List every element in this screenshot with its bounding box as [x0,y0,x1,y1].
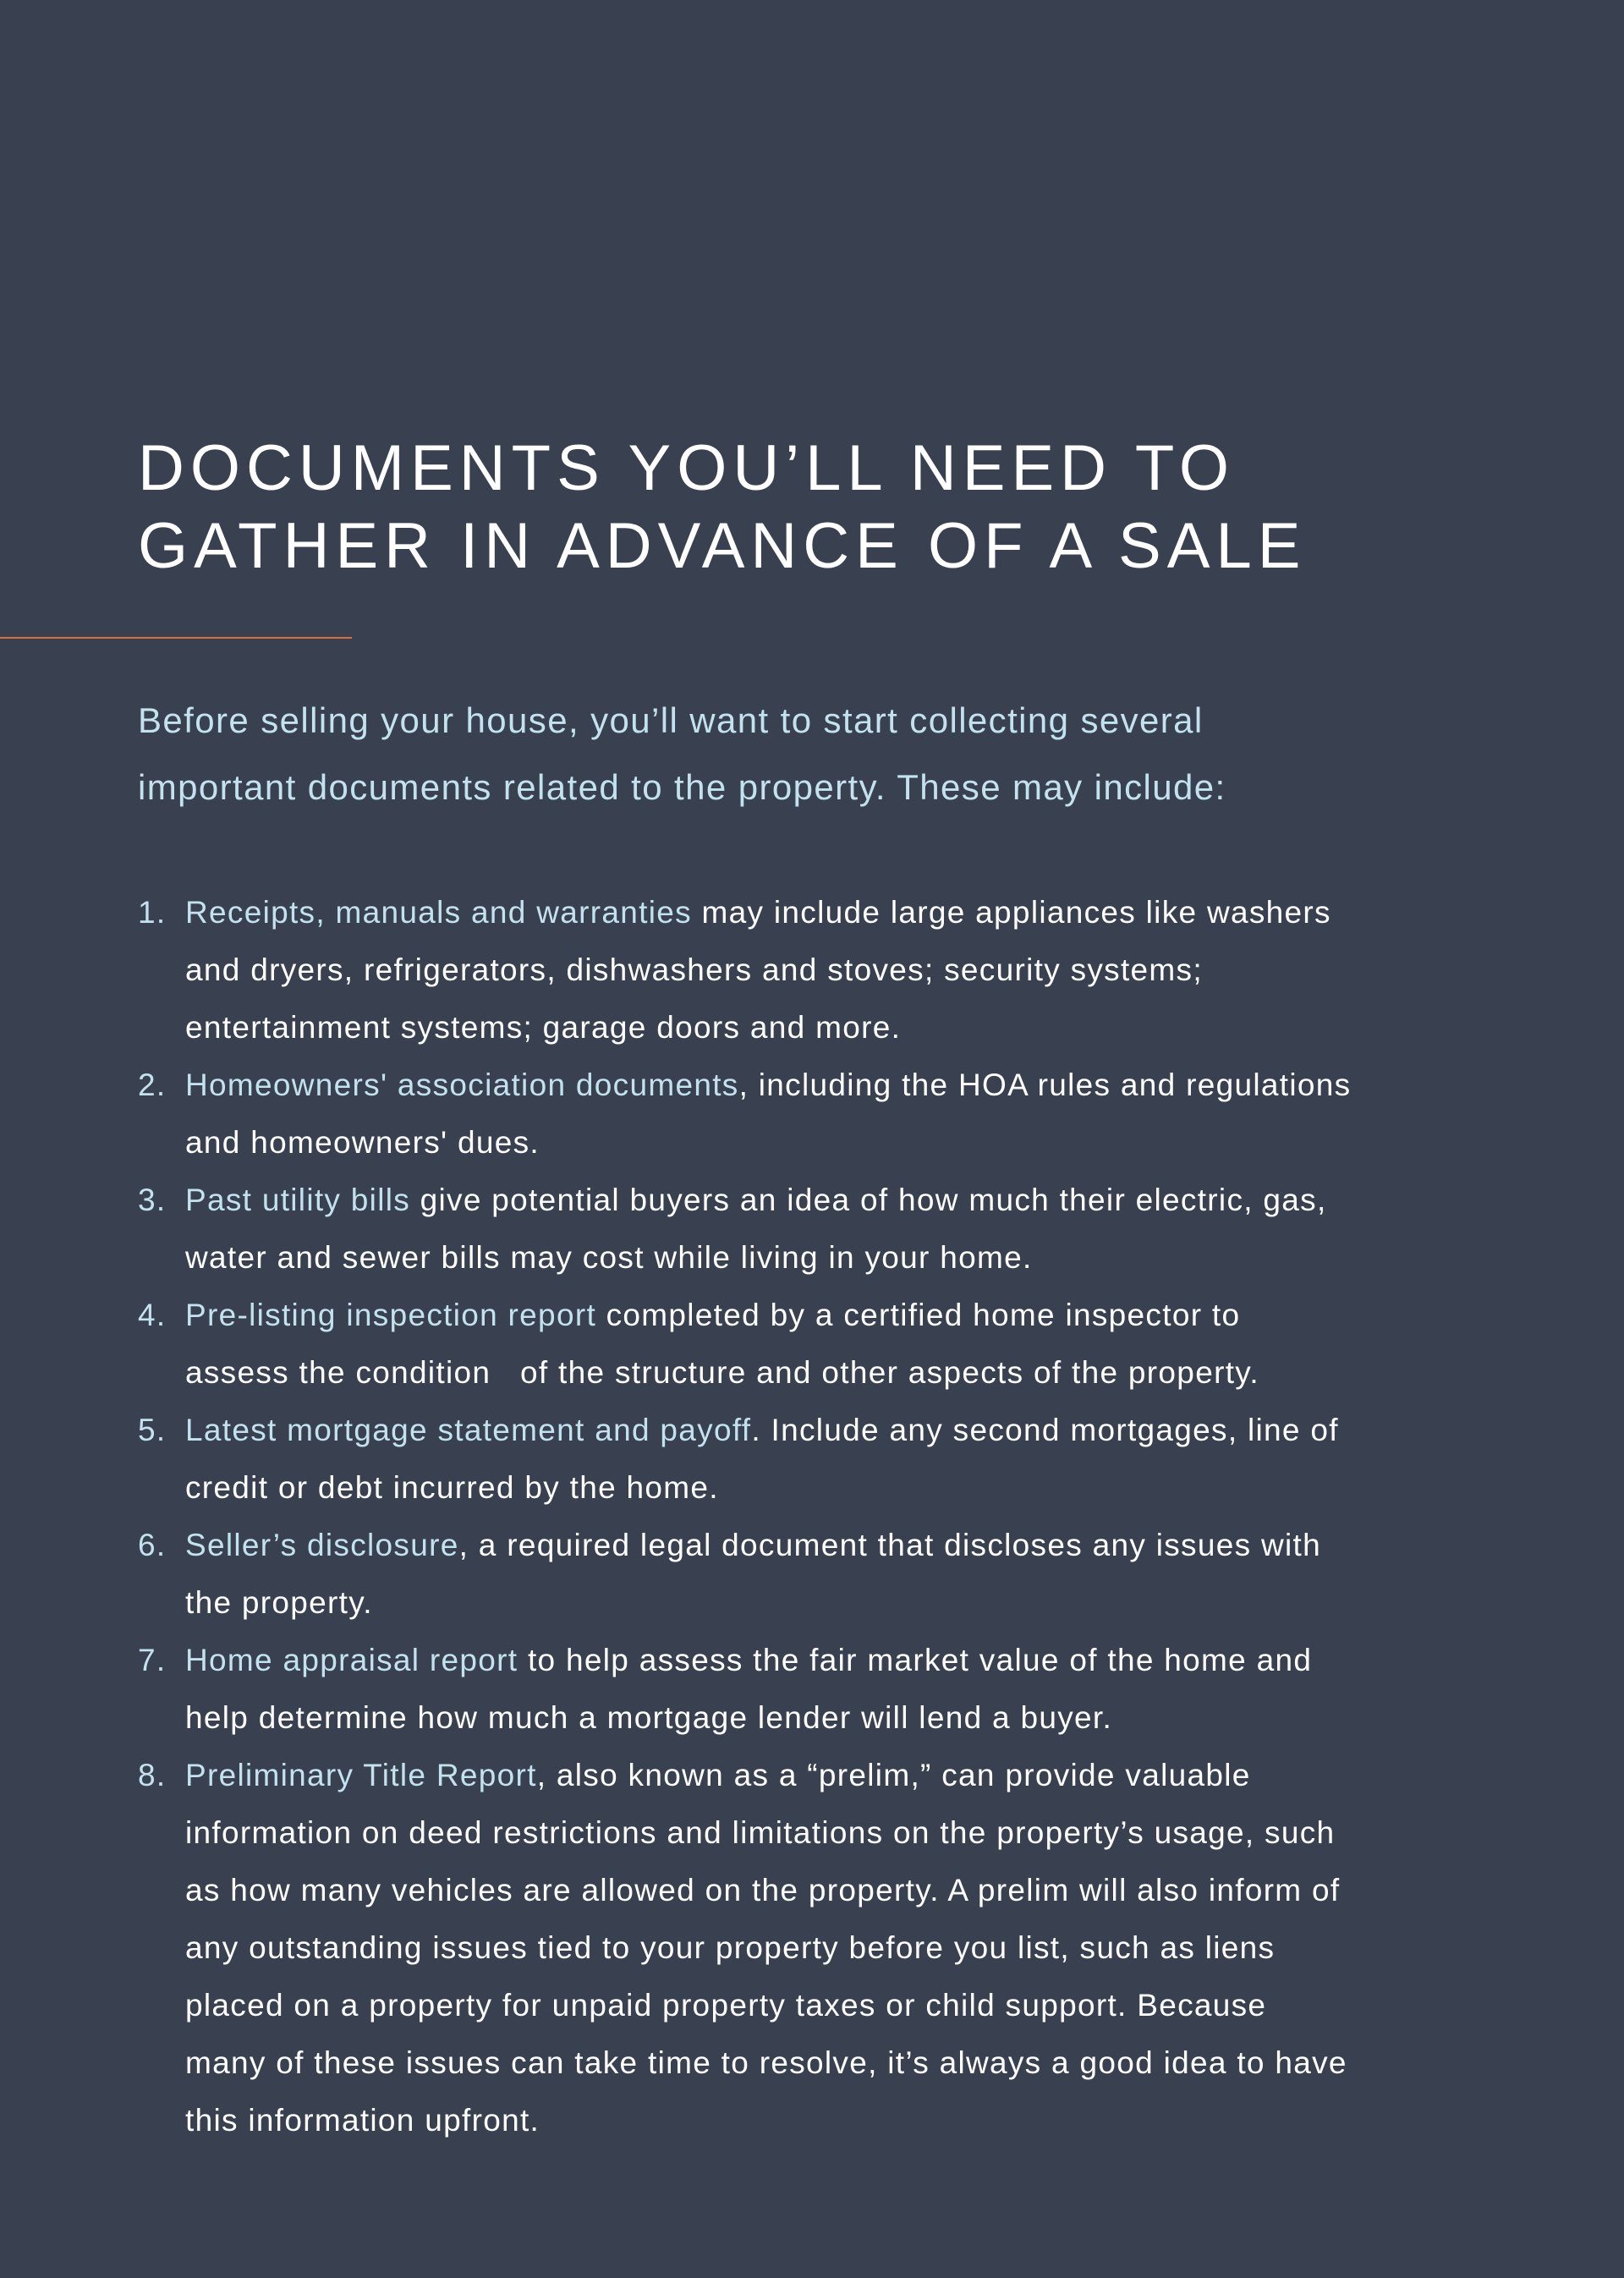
item-number: 3. [138,1183,167,1217]
item-lead: Homeowners' association documents [185,1068,739,1102]
item-text: completed by a certified home inspector to [596,1298,1241,1332]
item-number: 6. [138,1528,167,1562]
list-item [138,1632,1491,1747]
item-text: , a required legal document that discloses any issues with [458,1528,1321,1562]
list-item [138,1517,1491,1632]
item-text: credit or debt incurred by the home. [185,1470,719,1505]
item-lead: Seller’s disclosure [185,1528,459,1562]
item-text: give potential buyers an idea of how much their electric, gas, [410,1183,1327,1217]
list-item [138,1747,1491,2149]
item-text: entertainment systems; garage doors and more. [185,1010,902,1045]
documents-list [138,884,1491,2149]
item-text: the property. [185,1585,373,1620]
item-text: this information upfront. [185,2103,540,2138]
item-text: and homeowners' dues. [185,1125,540,1160]
accent-divider [0,637,352,639]
title-line-1: DOCUMENTS YOU’LL NEED TO [138,432,1235,504]
item-number: 7. [138,1643,167,1677]
list-item [138,884,1491,1057]
item-lead: Receipts, manuals and warranties [185,895,692,930]
list-item [138,1057,1491,1172]
item-text: may include large appliances like washers [691,895,1331,930]
item-lead: Preliminary Title Report [185,1758,537,1792]
item-text: many of these issues can take time to resolve, it’s always a good idea to have [185,2045,1347,2080]
item-lead: Home appraisal report [185,1643,518,1677]
list-item [138,1402,1491,1517]
item-text: and dryers, refrigerators, dishwashers and stoves; security systems; [185,952,1203,987]
item-lead: Past utility bills [185,1183,411,1217]
item-lead: Latest mortgage statement and payoff [185,1413,752,1447]
item-number: 2. [138,1068,167,1102]
item-text: help determine how much a mortgage lender will lend a buyer. [185,1700,1113,1735]
list-item [138,1287,1491,1402]
item-lead: Pre-listing inspection report [185,1298,597,1332]
item-text: water and sewer bills may cost while living in your home. [185,1240,1033,1275]
intro-line-1: Before selling your house, you’ll want to start collecting several [138,700,1204,740]
item-text: to help assess the fair market value of the home and [518,1643,1313,1677]
item-number: 1. [138,895,167,930]
item-text: placed on a property for unpaid property taxes or child support. Because [185,1988,1267,2023]
item-number: 8. [138,1758,167,1792]
intro-paragraph [138,687,1576,821]
item-number: 4. [138,1298,167,1332]
item-text: , including the HOA rules and regulations [738,1068,1352,1102]
item-text: as how many vehicles are allowed on the property. A prelim will also inform of [185,1873,1341,1907]
item-text: assess the condition of the structure and other aspects of the property. [185,1355,1259,1390]
item-text: any outstanding issues tied to your property before you list, such as liens [185,1930,1276,1965]
intro-line-2: important documents related to the property. These may include: [138,767,1226,807]
item-number: 5. [138,1413,167,1447]
list-item [138,1172,1491,1287]
page-title [138,430,1576,585]
title-line-2: GATHER IN ADVANCE OF A SALE [138,510,1307,582]
item-text: information on deed restrictions and limitations on the property’s usage, such [185,1815,1336,1850]
item-text: , also known as a “prelim,” can provide valuable [536,1758,1251,1792]
item-text: . Include any second mortgages, line of [751,1413,1339,1447]
